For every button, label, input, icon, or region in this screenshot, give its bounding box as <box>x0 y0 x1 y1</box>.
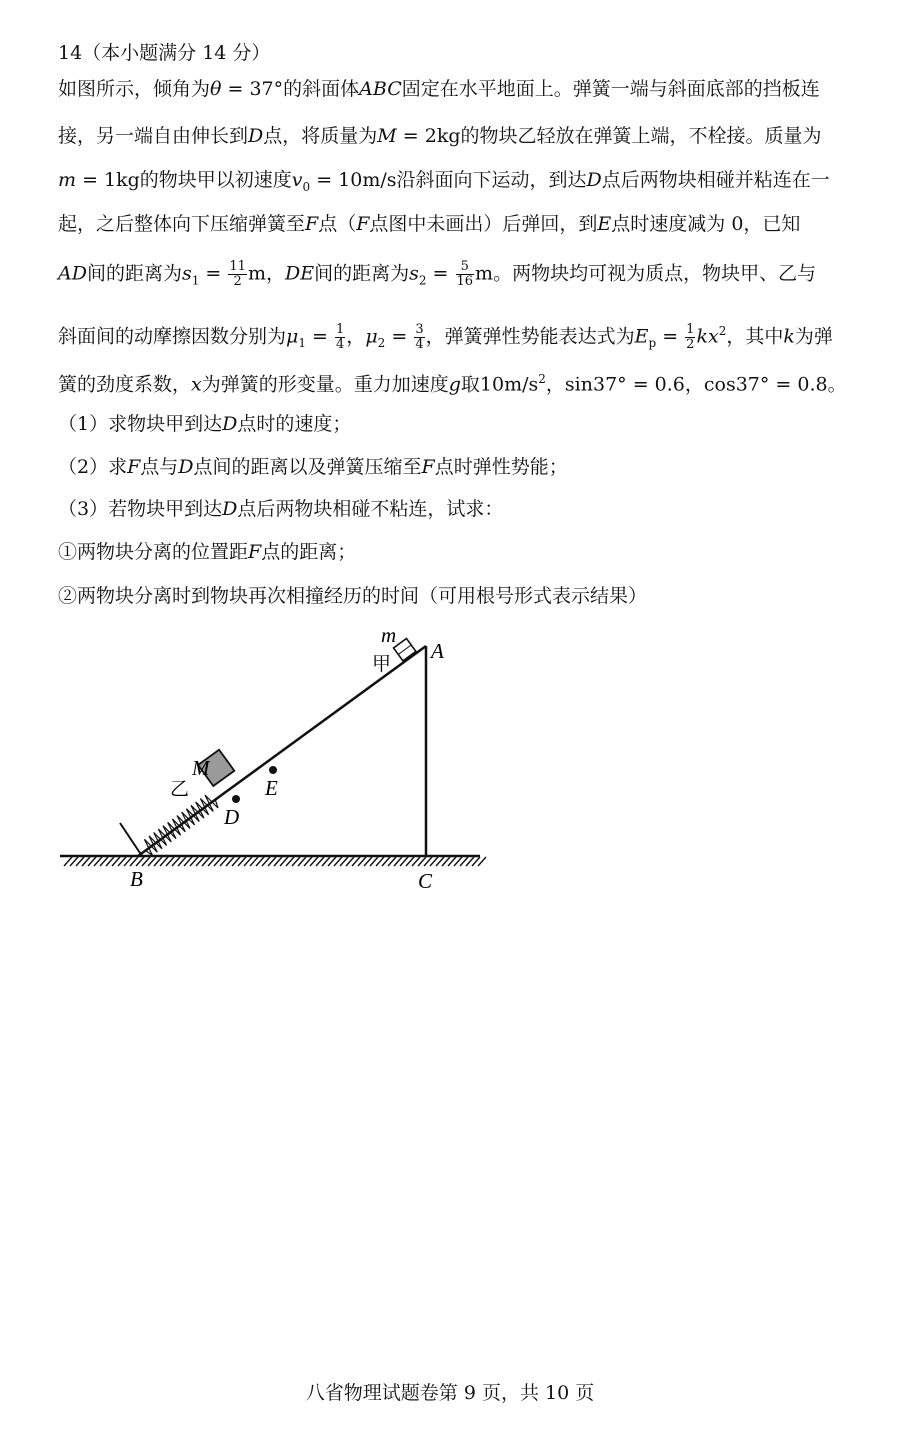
point-e <box>269 766 277 774</box>
fraction-denominator: 16 <box>456 274 474 289</box>
fraction <box>228 260 247 289</box>
math-symbol: F <box>248 541 262 563</box>
text-segment: （3）若物块甲到达 <box>58 498 223 520</box>
math-symbol: D <box>248 125 264 147</box>
text-segment: 起，之后整体向下压缩弹簧至 <box>58 213 306 235</box>
text-segment: 取10m/s <box>460 373 539 396</box>
text-segment: = 1kg的物块甲以初速度 <box>76 169 292 191</box>
subscript: p <box>648 336 657 351</box>
math-symbol: kx <box>696 325 719 348</box>
math-symbol: E <box>597 213 612 235</box>
subscript: 2 <box>418 273 427 288</box>
math-symbol: s <box>409 262 419 285</box>
label-M: M <box>192 756 210 780</box>
text-segment: ， <box>346 325 366 348</box>
text-segment: 间的距离为 <box>86 262 182 285</box>
text-segment: 点时的速度； <box>237 413 352 435</box>
math-symbol: s <box>181 262 192 285</box>
page-footer: 八省物理试题卷第 9 页，共 10 页 <box>305 1382 595 1404</box>
math-symbol: μ <box>286 325 299 348</box>
text-segment: m， <box>247 262 285 285</box>
fraction-denominator: 4 <box>336 336 345 352</box>
text-segment: = <box>385 325 414 348</box>
problem-line <box>58 125 822 147</box>
math-symbol: DE <box>284 262 315 285</box>
incline-figure <box>50 618 500 908</box>
problem-line <box>58 415 818 434</box>
math-symbol: m <box>58 169 77 191</box>
problem-line <box>58 458 818 477</box>
text-segment: 点后两物块相碰不粘连，试求： <box>237 498 504 520</box>
problem-line <box>58 370 847 396</box>
math-symbol: D <box>222 413 238 435</box>
fraction <box>335 323 345 352</box>
text-segment: 点间的距离以及弹簧压缩至 <box>193 456 422 478</box>
math-symbol: F <box>127 456 141 478</box>
problem-line <box>58 80 818 99</box>
problem-line <box>58 543 818 562</box>
label-a: A <box>431 639 444 663</box>
text-segment: ，sin37° = 0.6，cos37° = 0.8。 <box>545 373 847 396</box>
text-segment: ①两物块分离的位置距 <box>58 541 249 563</box>
subscript: 2 <box>377 336 386 351</box>
text-segment: 为弹 <box>794 325 833 348</box>
ground-hatching <box>64 857 486 866</box>
fraction-denominator: 2 <box>233 274 242 289</box>
subscript: 1 <box>298 336 307 351</box>
label-jia: 甲 <box>372 653 392 675</box>
subscript: 0 <box>302 179 311 194</box>
text-segment: 点时弹性势能； <box>434 456 568 478</box>
text-segment: 为弹簧的形变量。重力加速度 <box>201 373 449 396</box>
text-segment: = <box>199 262 228 285</box>
math-symbol: θ <box>210 78 222 100</box>
fraction <box>456 260 475 289</box>
problem-line <box>58 500 818 519</box>
fraction-numerator: 3 <box>415 321 424 337</box>
math-symbol: F <box>421 456 435 478</box>
text-segment: 簧的劲度系数， <box>58 373 192 396</box>
text-segment: m。两物块均可视为质点，物块甲、乙与 <box>475 262 817 285</box>
fraction-numerator: 1 <box>336 321 345 337</box>
math-symbol: v <box>291 169 303 191</box>
text-segment: = 2kg的物块乙轻放在弹簧上端，不栓接。质量为 <box>396 125 822 147</box>
fraction <box>685 323 695 352</box>
text-segment: 点，将质量为 <box>263 125 378 147</box>
math-symbol: F <box>305 213 319 235</box>
text-segment: = <box>306 325 335 348</box>
problem-line <box>58 215 818 234</box>
math-symbol: D <box>586 169 602 191</box>
problem-heading: 14（本小题满分 14 分） <box>58 42 271 64</box>
text-segment: 点与 <box>140 456 179 478</box>
text-segment: 点后两物块相碰并粘连在一 <box>601 169 830 191</box>
text-segment: （2）求 <box>58 456 128 478</box>
math-symbol: M <box>377 125 397 147</box>
math-symbol: x <box>191 373 202 396</box>
text-segment: 点的距离； <box>261 541 357 563</box>
text-segment: 间的距离为 <box>314 262 410 285</box>
math-symbol: E <box>634 325 649 348</box>
text-segment: 固定在水平地面上。弹簧一端与斜面底部的挡板连 <box>401 78 820 100</box>
superscript: 2 <box>538 372 546 386</box>
math-symbol: D <box>178 456 194 478</box>
fraction-denominator: 4 <box>415 336 424 352</box>
fraction <box>414 323 424 352</box>
math-symbol: g <box>448 373 461 396</box>
text-segment: （1）求物块甲到达 <box>58 413 223 435</box>
text-segment: 点时速度减为 0，已知 <box>611 213 801 235</box>
math-symbol: ABC <box>359 78 402 100</box>
point-d <box>232 795 240 803</box>
label-c: C <box>418 869 433 893</box>
math-symbol: D <box>222 498 238 520</box>
math-symbol: μ <box>365 325 378 348</box>
text-segment: = 10m/s沿斜面向下运动，到达 <box>310 169 587 191</box>
problem-line <box>58 587 818 606</box>
fraction-denominator: 2 <box>686 336 695 352</box>
barrier-plate <box>120 823 142 856</box>
text-segment: 接，另一端自由伸长到 <box>58 125 249 147</box>
math-symbol: F <box>356 213 370 235</box>
text-segment: ，弹簧弹性势能表达式为 <box>425 325 635 348</box>
fraction-numerator: 1 <box>686 321 695 337</box>
problem-line <box>58 169 830 197</box>
text-segment: ②两物块分离时到物块再次相撞经历的时间（可用根号形式表示结果） <box>58 585 648 607</box>
label-b: B <box>130 867 143 891</box>
label-yi: 乙 <box>170 778 190 800</box>
fraction-numerator: 5 <box>456 260 475 275</box>
label-d: D <box>224 805 240 829</box>
problem-line <box>58 260 818 290</box>
block-jia <box>394 639 416 661</box>
text-segment: = 37°的斜面体 <box>221 78 360 100</box>
subscript: 1 <box>191 273 200 288</box>
text-segment: 如图所示，倾角为 <box>58 78 211 100</box>
text-segment: = <box>426 262 455 285</box>
math-symbol: k <box>783 325 795 348</box>
text-segment: 点（ <box>318 213 357 235</box>
superscript: 2 <box>718 324 727 338</box>
label-e: E <box>265 776 278 800</box>
text-segment: = <box>656 325 685 348</box>
text-segment: 斜面间的动摩擦因数分别为 <box>58 325 287 348</box>
text-segment: ，其中 <box>726 325 784 348</box>
problem-line <box>58 321 833 353</box>
fraction-numerator: 11 <box>229 259 246 274</box>
text-segment: 点图中未画出）后弹回，到 <box>369 213 598 235</box>
math-symbol: AD <box>58 262 87 285</box>
label-m: m <box>381 623 397 647</box>
